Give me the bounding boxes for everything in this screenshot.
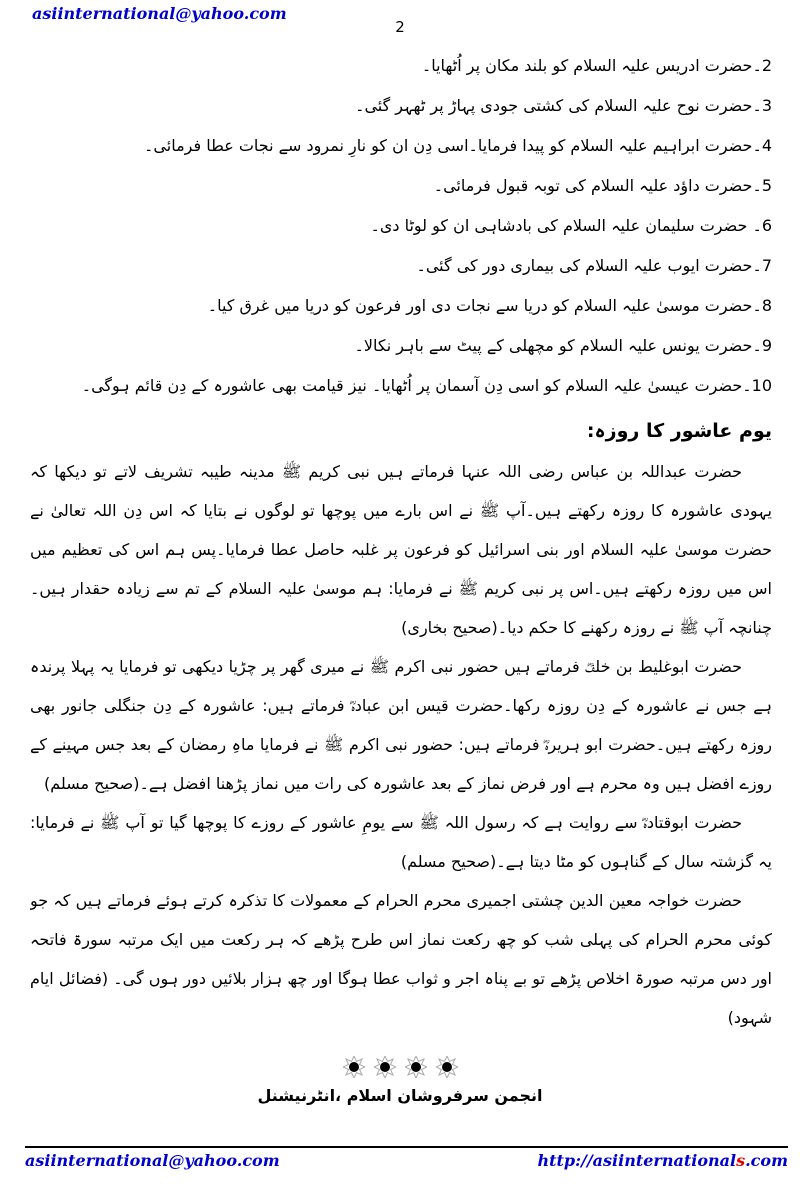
list-item: 9۔حضرت یونس علیہ السلام کو مچھلی کے پیٹ سے باہر نکالا۔ — [354, 336, 772, 355]
footer-url-suffix: .com — [745, 1151, 788, 1170]
list-item: 10۔حضرت عیسیٰ علیہ السلام کو اسی دِن آسمان پر اُٹھایا۔ نیز قیامت بھی عاشورہ کے دِن قائم ہوگی۔ — [81, 376, 772, 395]
list-item: 5۔حضرت داؤد علیہ السلام کی توبہ قبول فرمائی۔ — [433, 176, 772, 195]
paragraph: حضرت خواجہ معین الدین چشتی اجمیری محرم الحرام کے معمولات کا تذکرہ کرتے ہوئے فرماتے ہیں کہ جو کوئی محرم الحرام کی پہلی شب کو چھ رکعت نماز اس طرح پڑھے کہ ہر رکعت میں ایک مرتبہ سورۃ فاتحہ اور دس مرتبہ صورۃ اخلاص پڑھے تو بے پناہ اجر و ثواب عطا ہوگا اور چھ ہزار بلائیں دور ہوں گی۔ (فضائل ایام شہود) — [30, 891, 772, 1027]
star-ornament-icon — [405, 1056, 427, 1078]
document-body — [30, 46, 772, 1048]
paragraph: حضرت ابوقتادہؓ سے روایت ہے کہ رسول اللہ ﷺ سے یومِ عاشور کے روزے کا پوچھا گیا تو آپ ﷺ نے فرمایا: یہ گزشتہ سال کے گناہوں کو مٹا دیتا ہے۔(صحیح مسلم) — [30, 813, 772, 871]
section-heading: یوم عاشور کا روزہ: — [586, 420, 772, 442]
list-item: 3۔حضرت نوح علیہ السلام کی کشتی جودی پہاڑ پر ٹھہر گئی۔ — [355, 96, 772, 115]
organization-name: انجمن سرفروشان اسلام ،انٹرنیشنل — [257, 1086, 543, 1105]
miracles-list — [30, 46, 772, 406]
list-item: 7۔حضرت ایوب علیہ السلام کی بیماری دور کی گئی۔ — [416, 256, 772, 275]
list-item: 6۔ حضرت سلیمان علیہ السلام کی بادشاہی ان کو لوٹا دی۔ — [370, 216, 772, 235]
header-email-link[interactable]: asiinternational@yahoo.com — [32, 4, 287, 23]
star-ornament-icon — [343, 1056, 365, 1078]
page-footer — [25, 1146, 788, 1170]
paragraph: حضرت ابوغلیط بن خلفؓ فرماتے ہیں حضور نبی اکرم ﷺ نے میری گھر پر چڑیا دیکھی تو فرمایا یہ پہلا پرندہ ہے جس نے عاشورہ کے دِن روزہ رکھا۔حضرت قیس ابن عبادہؓ فرماتے ہیں: عاشورہ کے دِن جنگلی جانور بھی روزہ رکھتے ہیں۔حضرت ابو ہریرہؓ فرماتے ہیں: حضور نبی اکرم ﷺ نے فرمایا ماہِ رمضان کے بعد جس مہینے کے روزے افضل ہیں وہ محرم ہے اور فرض نماز کے بعد عاشورہ کی رات میں نماز پڑھنا افضل ہے۔(صحیح مسلم) — [30, 657, 772, 793]
paragraph: حضرت عبداللہ بن عباس رضی اللہ عنہا فرماتے ہیں نبی کریم ﷺ مدینہ طیبہ تشریف لاتے تو دیکھا کہ یہودی عاشورہ کا روزہ رکھتے ہیں۔آپ ﷺ نے اس بارے میں پوچھا تو لوگوں نے بتایا کہ اس دِن اللہ تعالیٰ نے حضرت موسیٰ علیہ السلام اور بنی اسرائیل کو فرعون پر غلبہ حاصل عطا فرمایا۔پس ہم اس کی تعظیم میں اس میں روزہ رکھتے ہیں۔اس پر نبی کریم ﷺ نے فرمایا: ہم موسیٰ علیہ السلام کے تم سے زیادہ حقدار ہیں۔چنانچہ آپ ﷺ نے روزہ رکھنے کا حکم دیا۔(صحیح بخاری) — [30, 462, 772, 637]
footer-email-link[interactable]: asiinternational@yahoo.com — [25, 1151, 280, 1170]
list-item: 8۔حضرت موسیٰ علیہ السلام کو دریا سے نجات دی اور فرعون کو دریا میں غرق کیا۔ — [207, 296, 772, 315]
page-number: 2 — [395, 18, 405, 36]
list-item: 2۔حضرت ادریس علیہ السلام کو بلند مکان پر اُٹھایا۔ — [421, 56, 772, 75]
star-ornament-icon — [374, 1056, 396, 1078]
footer-url-highlight: s — [736, 1151, 746, 1170]
divider-ornaments — [0, 1056, 800, 1078]
footer-website-link[interactable] — [537, 1151, 788, 1170]
list-item: 4۔حضرت ابراہیم علیہ السلام کو پیدا فرمایا۔اسی دِن ان کو نارِ نمرود سے نجات عطا فرمائی۔ — [144, 136, 772, 155]
star-ornament-icon — [436, 1056, 458, 1078]
footer-url-prefix: http://asiinternational — [537, 1151, 737, 1170]
